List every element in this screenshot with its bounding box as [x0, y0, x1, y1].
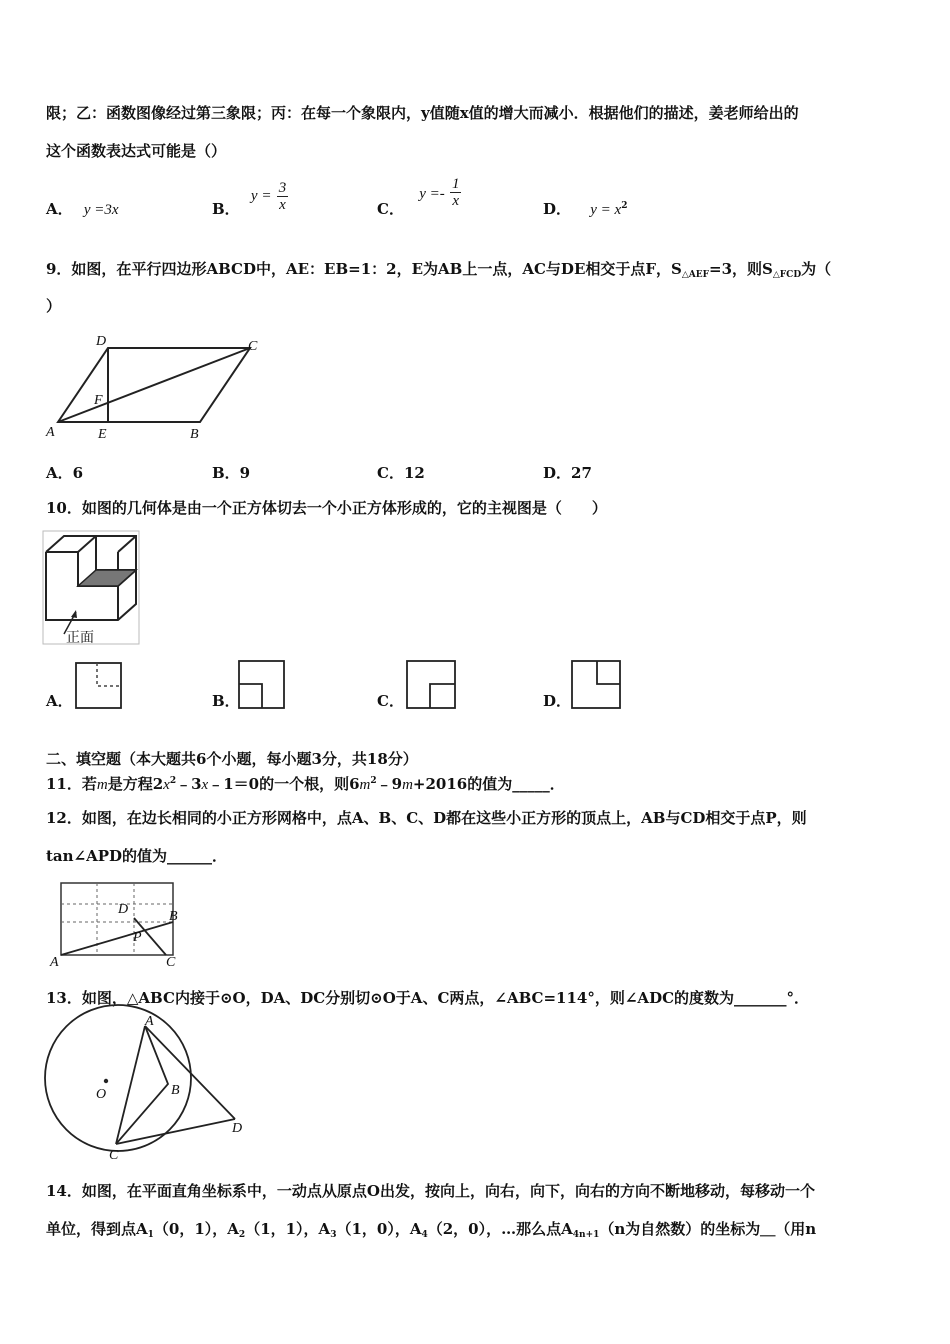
q11-question: 11．若m是方程$2x^2﹣3x﹣1=0$的一个根，则$6m^2﹣9m+2016$的值为_____． [46, 775, 565, 793]
q8-line1: 限；乙：函数图像经过第三象限；丙：在每一个象限内，y值随x值的增大而减小．根据他们的描述，姜老师给出的 [46, 104, 799, 122]
q13-label-d: D [232, 1121, 243, 1136]
q9-label-d: D [96, 334, 107, 349]
q14-line2: 单位，得到点$A_1(0$，1），$A_2(1$，1），$A_3(1$，0），$A_4(2$，0），…那么点$A_{4n+1}(n$为自然数）的坐标为＿（用n [46, 1220, 817, 1240]
q10-question: 10．如图的几何体是由一个正方体切去一个小正方体形成的，它的主视图是（ ） [46, 499, 607, 517]
q10-option-d-figure [571, 660, 623, 710]
q10-option-b-figure [238, 660, 286, 710]
q8-option-a: A． y =3x [46, 200, 119, 218]
q9-label-a: A [46, 425, 55, 440]
q8-option-d: D． $y = x^2$ [543, 200, 628, 218]
q12-label-b: B [169, 909, 178, 924]
q9-label-f: F [94, 393, 103, 408]
q9-parallelogram-figure [40, 330, 270, 445]
q12-line2: tan∠APD的值为______． [46, 847, 228, 865]
q10-option-d-label: D． [543, 692, 572, 710]
q9-line1: 9．如图，在平行四边形ABCD中，AE：EB=1：2，E为AB上一点，AC与DE相交于点F，$S_{\triangle AEF}=3$，则$S_{\triangle FCD}$为（ [46, 260, 832, 280]
q8-line2: 这个函数表达式可能是（） [46, 142, 227, 160]
q13-label-b: B [171, 1083, 180, 1098]
q9-option-d: D．27 [543, 464, 592, 482]
q10-front-label: 正面 [66, 630, 94, 646]
q8-option-b: B． y = $\frac{3}{x}$ [212, 180, 287, 218]
q9-option-a: A．6 [46, 464, 84, 482]
section2-heading: 二、填空题（本大题共6个小题，每小题3分，共18分） [46, 750, 418, 768]
q13-question: 13．如图，△ABC内接于⊙O，DA、DC分别切⊙O于A、C两点，∠ABC=114°，则∠ADC的度数为_______°． [46, 989, 810, 1007]
q9-label-b: B [190, 427, 199, 442]
q9-option-b: B．9 [212, 464, 251, 482]
q13-circle-figure [40, 1012, 260, 1162]
q13-label-o: O [96, 1087, 107, 1102]
q13-label-a: A [145, 1014, 154, 1029]
q8-option-c: C． y =- $\frac{1}{x}$ [377, 176, 460, 218]
q12-label-a: A [50, 955, 59, 970]
q10-option-c-figure [406, 660, 458, 710]
q10-option-a-figure [75, 662, 123, 710]
q9-label-e: E [98, 427, 107, 442]
q10-option-b-label: B． [212, 692, 240, 710]
q10-cube-figure [42, 530, 142, 646]
q12-grid-figure [48, 880, 188, 970]
q14-line1: 14．如图，在平面直角坐标系中，一动点从原点O出发，按向上，向右，向下，向右的方向不断地移动，每移动一个 [46, 1182, 815, 1200]
q9-option-c: C．12 [377, 464, 425, 482]
q12-label-c: C [166, 955, 176, 970]
q10-option-a-label: A． [46, 692, 73, 710]
q12-line1: 12．如图，在边长相同的小正方形网格中，点A、B、C、D都在这些小正方形的顶点上，AB与CD相交于点P，则 [46, 809, 807, 827]
q9-label-c: C [248, 339, 258, 354]
q13-label-c: C [109, 1148, 119, 1163]
q10-option-c-label: C． [377, 692, 404, 710]
q9-line2: ） [46, 297, 62, 315]
q12-label-d: D [118, 902, 129, 917]
q12-label-p: P [133, 930, 142, 945]
